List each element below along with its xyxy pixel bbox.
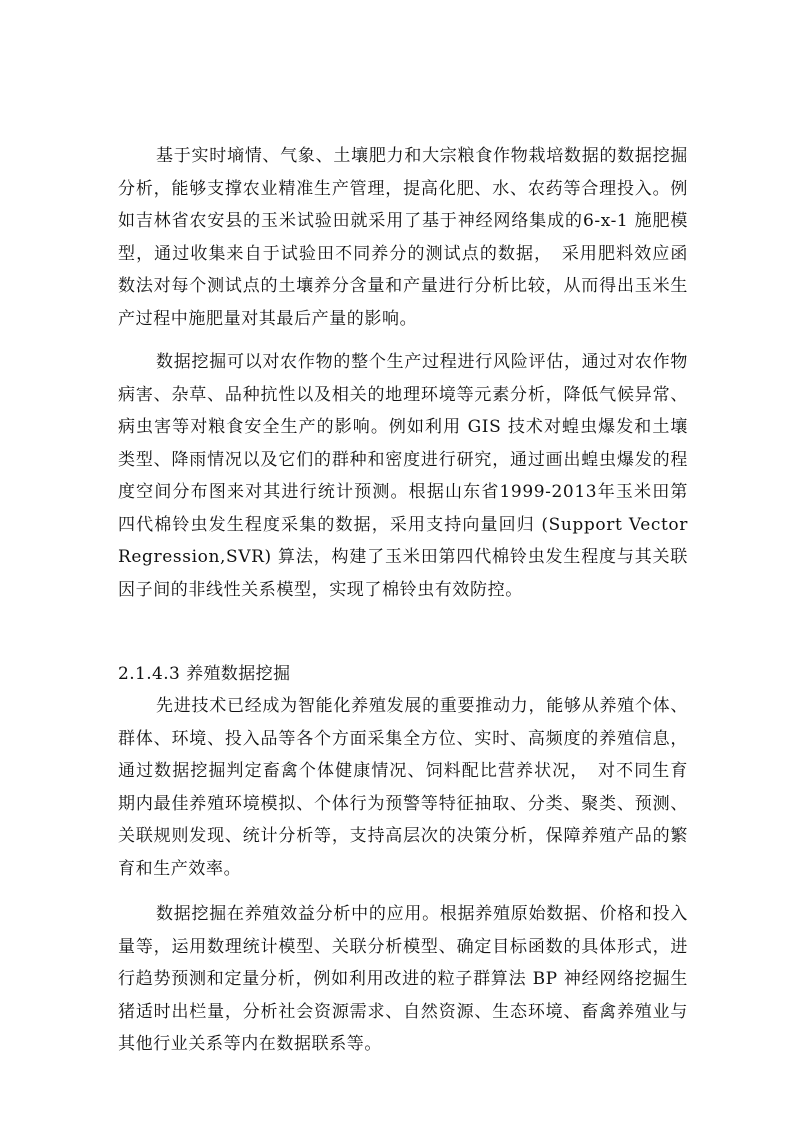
paragraph-breeding-benefit-analysis: 数据挖掘在养殖效益分析中的应用。根据养殖原始数据、价格和投入量等，运用数理统计模型、关联分析模型、确定目标函数的具体形式，进行趋势预测和定量分析，例如利用改进的粒子群算法 BP 神经网络挖掘生猪适时出栏量，分析社会资源需求、自然资源、生态环境、畜禽养殖业与其他行业关系等内在数据联系等。	[118, 904, 688, 1054]
paragraph-crop-risk-assessment: 数据挖掘可以对农作物的整个生产过程进行风险评估，通过对农作物病害、杂草、品种抗性以及相关的地理环境等元素分析，降低气候异常、病虫害等对粮食安全生产的影响。例如利用 GIS 技术对蝗虫爆发和土壤类型、降雨情况以及它们的群种和密度进行研究，通过画出蝗虫爆发的程度空间分布图来对其进行统计预测。根据山东省1999-2013年玉米田第四代棉铃虫发生程度采集的数据，采用支持向量回归 (Support Vector Regression,SVR) 算法，构建了玉米田第四代棉铃虫发生程度与其关联因子间的非线性关系模型，实现了棉铃虫有效防控。	[118, 352, 695, 600]
paragraph-crop-fertilization: 基于实时墒情、气象、土壤肥力和大宗粮食作物栽培数据的数据挖掘分析，能够支撑农业精准生产管理，提高化肥、水、农药等合理投入。例如吉林省农安县的玉米试验田就采用了基于神经网络集成的6-x-1 施肥模型，通过收集来自于试验田不同养分的测试点的数据， 采用肥料效应函数法对每个测试点的土壤养分含量和产量进行分析比较，从而得出玉米生产过程中施肥量对其最后产量的影响。	[118, 146, 688, 329]
section-heading-livestock-data-mining: 2.1.4.3 养殖数据挖掘	[118, 664, 291, 684]
paragraph-smart-breeding: 先进技术已经成为智能化养殖发展的重要推动力，能够从养殖个体、群体、环境、投入品等各个方面采集全方位、实时、高频度的养殖信息，通过数据挖掘判定畜禽个体健康情况、饲料配比营养状况， 对不同生育期内最佳养殖环境模拟、个体行为预警等特征抽取、分类、聚类、预测、关联规则发现、统计分析等，支持高层次的决策分析，保障养殖产品的繁育和生产效率。	[118, 696, 688, 879]
